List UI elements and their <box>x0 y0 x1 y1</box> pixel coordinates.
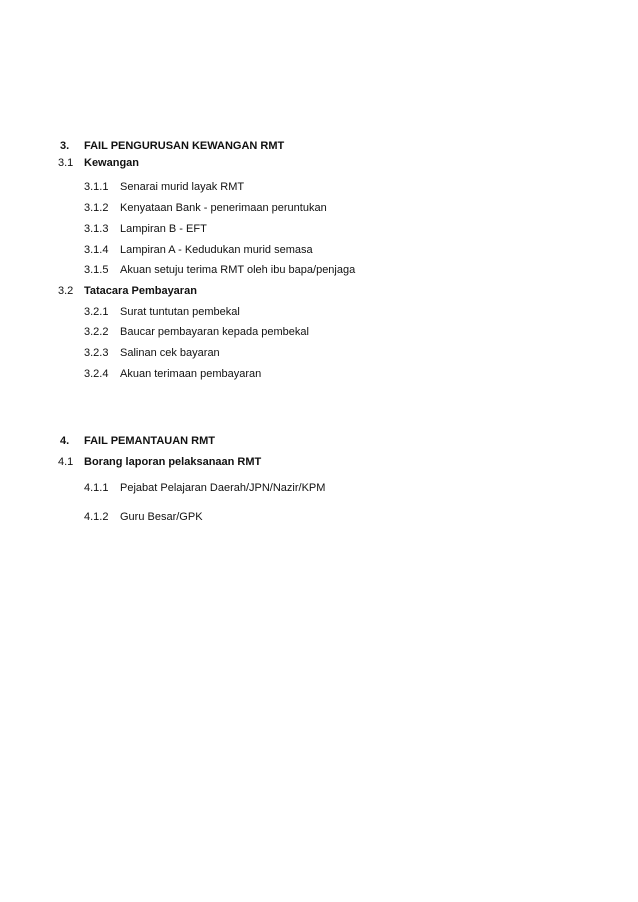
item-text: Salinan cek bayaran <box>120 347 220 359</box>
item-text: Baucar pembayaran kepada pembekal <box>120 326 309 338</box>
item-text: Lampiran B - EFT <box>120 223 207 235</box>
item-text: Akuan setuju terima RMT oleh ibu bapa/penjaga <box>120 264 356 276</box>
item-number: 3.2.1 <box>84 306 109 318</box>
item-number: 3.1.2 <box>84 202 109 214</box>
section-title: FAIL PEMANTAUAN RMT <box>84 435 215 447</box>
subsection-number: 3.2 <box>58 285 74 297</box>
item-text: Senarai murid layak RMT <box>120 181 245 193</box>
item-number: 4.1.2 <box>84 511 109 523</box>
subsection-title: Borang laporan pelaksanaan RMT <box>84 456 262 468</box>
item-text: Kenyataan Bank - penerimaan peruntukan <box>120 202 327 214</box>
item-number: 3.1.3 <box>84 223 109 235</box>
section-title: FAIL PENGURUSAN KEWANGAN RMT <box>84 140 285 152</box>
item-number: 3.2.2 <box>84 326 109 338</box>
subsection-title: Tatacara Pembayaran <box>84 285 197 297</box>
subsection-title: Kewangan <box>84 157 140 169</box>
item-text: Pejabat Pelajaran Daerah/JPN/Nazir/KPM <box>120 482 326 494</box>
section-number: 3. <box>60 140 70 152</box>
item-text: Lampiran A - Kedudukan murid semasa <box>120 244 313 256</box>
subsection-number: 4.1 <box>58 456 74 468</box>
item-text: Guru Besar/GPK <box>120 511 203 523</box>
item-text: Surat tuntutan pembekal <box>120 306 240 318</box>
item-number: 3.2.3 <box>84 347 109 359</box>
item-number: 3.1.4 <box>84 244 109 256</box>
item-number: 3.1.1 <box>84 181 109 193</box>
item-number: 4.1.1 <box>84 482 109 494</box>
item-text: Akuan terimaan pembayaran <box>120 368 262 380</box>
section-number: 4. <box>60 435 70 447</box>
subsection-number: 3.1 <box>58 157 74 169</box>
item-number: 3.2.4 <box>84 368 109 380</box>
item-number: 3.1.5 <box>84 264 109 276</box>
